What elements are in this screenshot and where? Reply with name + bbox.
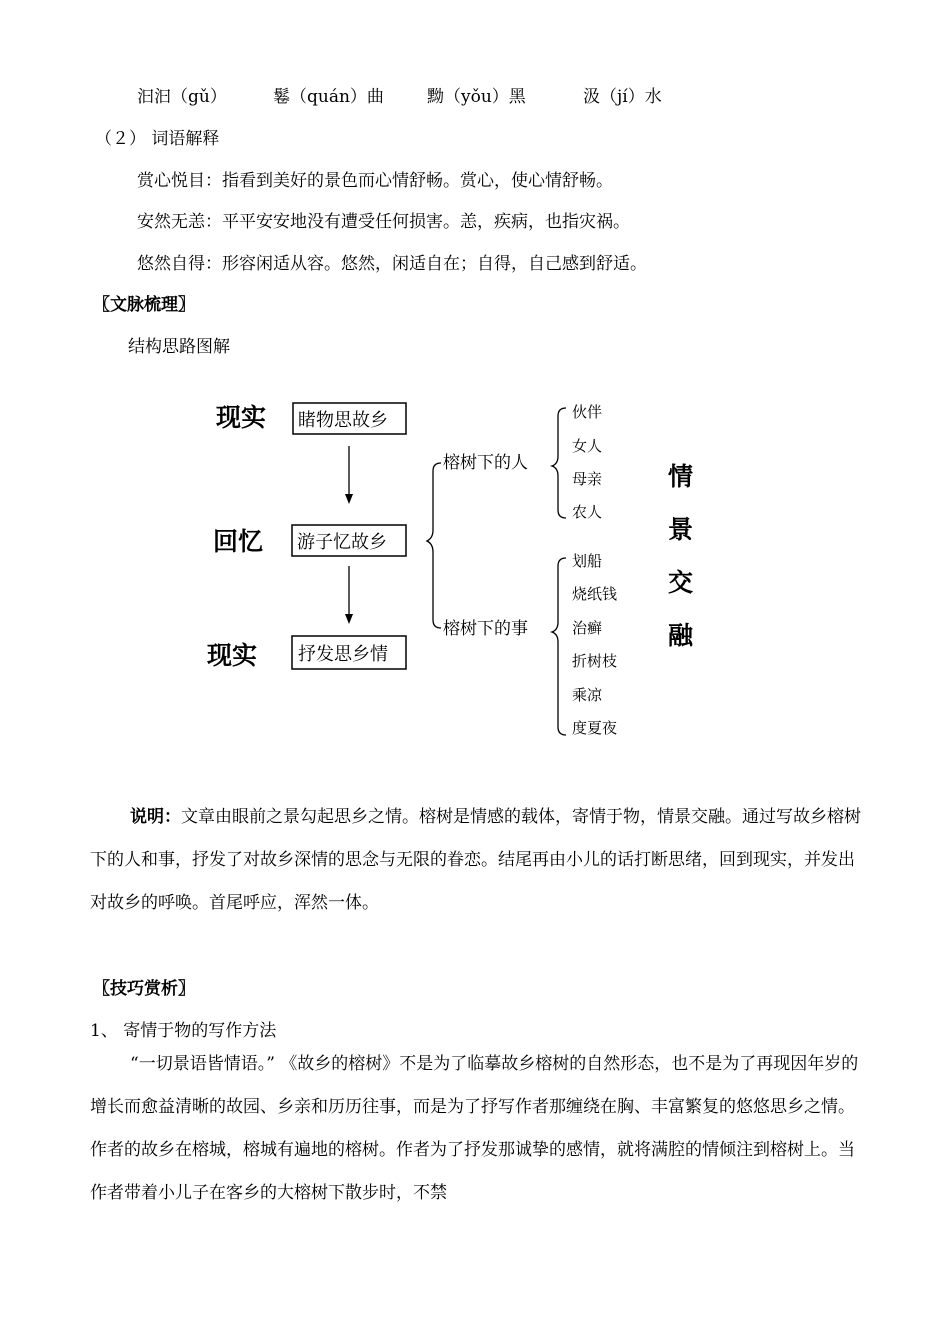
svg-text:抒发思乡情: 抒发思乡情: [298, 644, 388, 665]
event-item: 度夏夜: [572, 719, 618, 737]
svg-text:睹物思故乡: 睹物思故乡: [298, 410, 388, 431]
events-brace: [552, 558, 566, 735]
structure-diagram: [0, 370, 950, 750]
diagram-caption: 结构思路图解: [128, 337, 230, 357]
people-item: 母亲: [572, 470, 603, 488]
vertical-char: 交: [668, 568, 694, 597]
down-arrow-icon: [345, 566, 353, 624]
item1-paragraph: “一切景语皆情语。” 《故乡的榕树》不是为了临摹故乡榕树的自然形态，也不是为了再现因年岁的增长而愈益清晰的故园、乡亲和历历往事，而是为了抒写作者那缠绕在胸、丰富繁复的悠悠思乡之情。作者的故乡在榕城，榕城有遍地的榕树。作者为了抒发那诚挚的感情，就将满腔的情倾注到榕树上。当作者带着小儿子在客乡的大榕树下散步时，不禁: [90, 1054, 859, 1203]
vocab-item: 汲（jí）水: [583, 87, 662, 107]
explanation-text: 文章由眼前之景勾起思乡之情。榕树是情感的载体，寄情于物，情景交融。通过写故乡榕树下的人和事，抒发了对故乡深情的思念与无限的眷恋。结尾再由小儿的话打断思绪，回到现实，并发出对故乡的呼唤。首尾呼应，浑然一体。: [90, 807, 861, 913]
definition-line: 悠然自得：形容闲适从容。悠然，闲适自在；自得，自己感到舒适。: [137, 254, 647, 274]
vertical-char: 景: [668, 515, 694, 544]
svg-text:游子忆故乡: 游子忆故乡: [297, 532, 387, 553]
vertical-char: 情: [668, 462, 694, 491]
event-item: 折树枝: [572, 652, 618, 670]
diagram-label-reality-top: 现实: [216, 403, 267, 432]
definition-line: 赏心悦目：指看到美好的景色而心情舒畅。赏心，使心情舒畅。: [137, 171, 613, 191]
vocab-item: 黝（yǒu）黑: [427, 87, 526, 107]
people-item: 农人: [572, 503, 603, 521]
diagram-box: [292, 525, 406, 556]
main-brace: [427, 463, 441, 628]
diagram-label-reality-bottom: 现实: [207, 641, 258, 670]
people-item: 伙伴: [572, 403, 603, 421]
people-item: 女人: [572, 437, 603, 455]
vertical-char: 融: [668, 621, 694, 650]
definition-line: 安然无恙：平平安安地没有遭受任何损害。恙，疾病，也指灾祸。: [137, 212, 630, 232]
branch-events: 榕树下的事: [443, 619, 528, 639]
section-heading-jiqiao: 〖技巧赏析〗: [93, 979, 195, 999]
branch-people: 榕树下的人: [443, 453, 528, 473]
event-item: 乘凉: [572, 686, 603, 704]
event-item: 烧纸钱: [572, 585, 618, 603]
section-heading-wenmai: 〖文脉梳理〗: [93, 295, 195, 315]
event-item: 划船: [572, 552, 603, 570]
down-arrow-icon: [345, 446, 353, 504]
explanation-label: 说明：: [130, 807, 181, 827]
item-heading: 1、 寄情于物的写作方法: [90, 1021, 277, 1041]
section-heading: （２） 词语解释: [95, 129, 220, 149]
event-item: 治癣: [572, 619, 603, 637]
vocab-item: 汩汩（gǔ）: [137, 87, 227, 107]
diagram-box: [293, 403, 406, 434]
vocab-item: 鬈（quán）曲: [273, 87, 384, 107]
diagram-label-memory: 回忆: [213, 527, 264, 556]
diagram-box: [292, 636, 406, 669]
people-brace: [552, 408, 566, 518]
explanation-paragraph: [90, 796, 870, 925]
